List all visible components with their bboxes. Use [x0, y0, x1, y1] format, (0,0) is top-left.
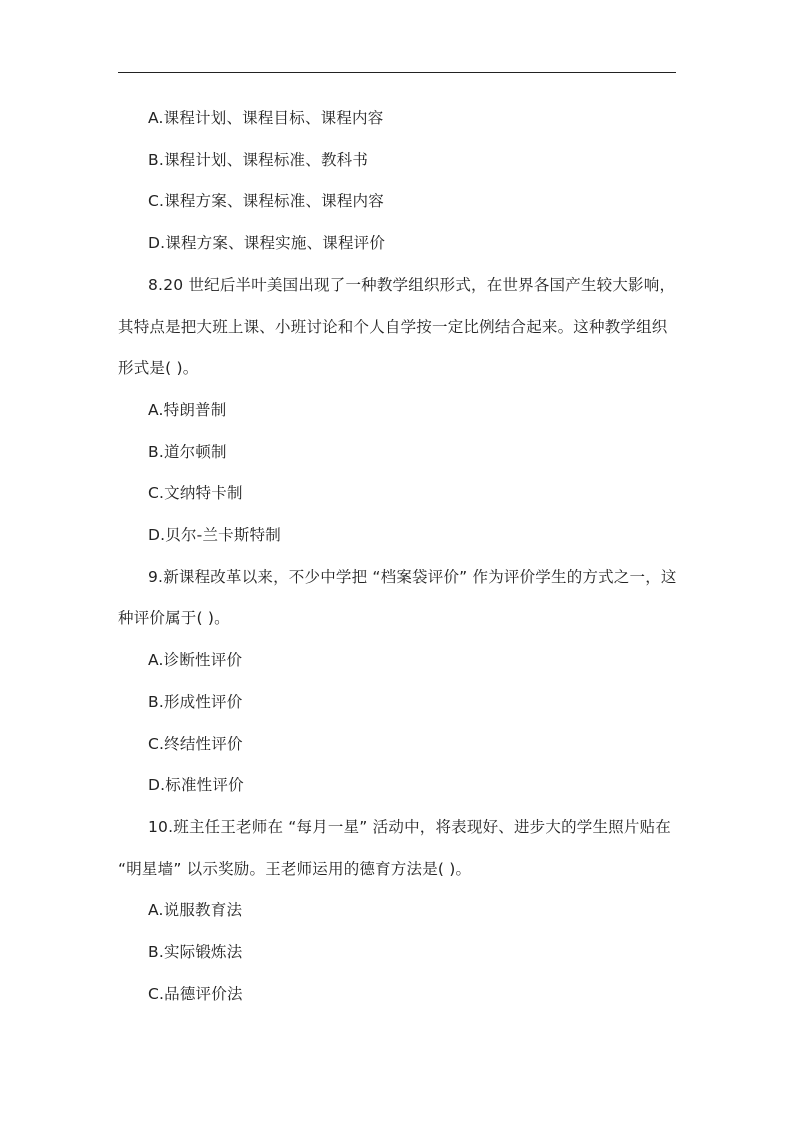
- q9-option-a: A.诊断性评价: [148, 651, 243, 670]
- q8-option-c: C.文纳特卡制: [148, 484, 243, 503]
- q10-option-a: A.说服教育法: [148, 901, 243, 920]
- question-9: 9.新课程改革以来，不少中学把 “档案袋评价” 作为评价学生的方式之一，这种评价属于( )。: [118, 567, 677, 628]
- q8-option-b: B.道尔顿制: [148, 442, 227, 461]
- q8-option-a: A.特朗普制: [148, 400, 227, 419]
- q9-option-d: D.标准性评价: [148, 776, 244, 795]
- q10-option-b: B.实际锻炼法: [148, 943, 243, 962]
- q8-option-d: D.贝尔-兰卡斯特制: [148, 526, 281, 545]
- q7-option-d: D.课程方案、课程实施、课程评价: [148, 234, 386, 253]
- document-body: [118, 98, 678, 1015]
- q9-option-c: C.终结性评价: [148, 734, 243, 753]
- header-rule: [118, 72, 676, 73]
- question-10: 10.班主任王老师在 “每月一星” 活动中，将表现好、进步大的学生照片贴在 “明星墙” 以示奖励。王老师运用的德育方法是( )。: [118, 817, 671, 878]
- q10-option-c: C.品德评价法: [148, 984, 243, 1003]
- question-8: 8.20 世纪后半叶美国出现了一种教学组织形式，在世界各国产生较大影响，其特点是把大班上课、小班讨论和个人自学按一定比例结合起来。这种教学组织形式是( )。: [118, 275, 676, 378]
- q7-option-b: B.课程计划、课程标准、教科书: [148, 150, 369, 169]
- q7-option-c: C.课程方案、课程标准、课程内容: [148, 192, 384, 211]
- q7-option-a: A.课程计划、课程目标、课程内容: [148, 109, 384, 127]
- q9-option-b: B.形成性评价: [148, 692, 243, 711]
